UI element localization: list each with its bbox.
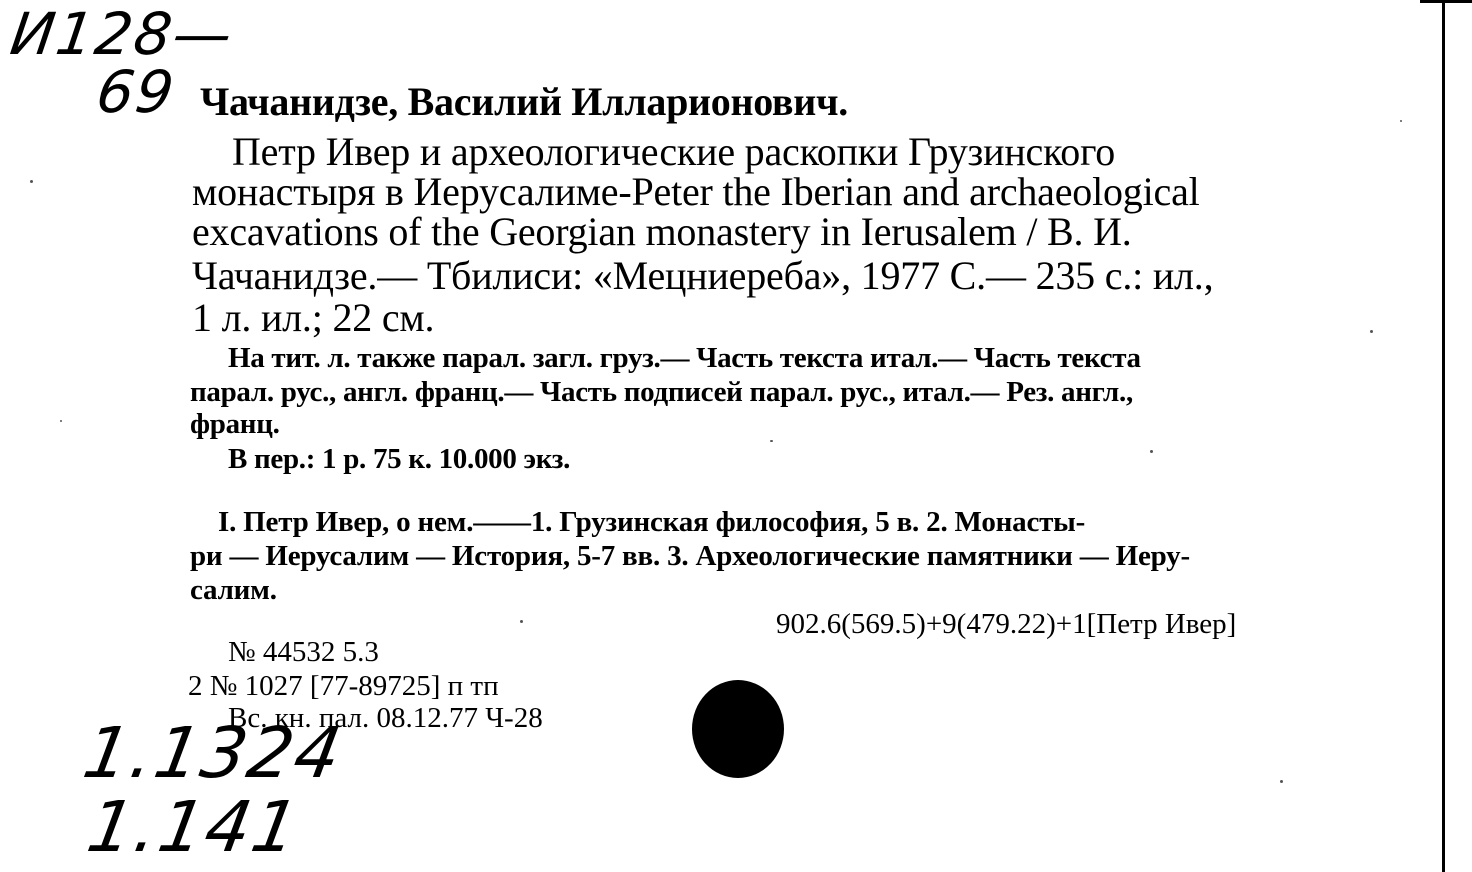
author-heading: Чачанидзе, Василий Илларионович. [200, 79, 848, 124]
subjects-line: салим. [190, 574, 277, 606]
classification-index: 902.6(569.5)+9(479.22)+1[Петр Ивер] [776, 608, 1237, 640]
handwritten-inventory-number: 1.141 [81, 786, 307, 868]
title-line: excavations of the Georgian monastery in Ierusalem / В. И. [192, 209, 1132, 254]
scan-speck [520, 620, 523, 623]
title-line: Петр Ивер и археологические раскопки Грузинского [232, 129, 1116, 174]
card-number-line: № 44532 5.3 [228, 636, 379, 668]
notes-line: франц. [190, 408, 280, 440]
scan-speck [1280, 780, 1283, 783]
subjects-line: I. Петр Ивер, о нем.——1. Грузинская философия, 5 в. 2. Монасты- [218, 506, 1086, 538]
scan-speck [1150, 450, 1153, 453]
card-edge-top-right [1420, 0, 1472, 3]
title-line: Чачанидзе.— Тбилиси: «Мецниереба», 1977 С.— 235 с.: ил., [192, 253, 1214, 298]
handwritten-shelf-bottom: 69 [92, 58, 180, 126]
card-number-line: Вс. кн. пал. 08.12.77 Ч-28 [228, 702, 543, 734]
card-number-line: 2 № 1027 [77-89725] п тп [188, 670, 499, 702]
title-line: монастыря в Иерусалиме-Peter the Iberian and archaeological [192, 169, 1200, 214]
card-edge-right [1442, 0, 1445, 872]
scan-speck [1400, 120, 1402, 122]
price-line: В пер.: 1 р. 75 к. 10.000 экз. [228, 443, 571, 475]
title-line: 1 л. ил.; 22 см. [192, 295, 435, 340]
handwritten-inventory-number: 1.1324 [77, 712, 349, 794]
punch-hole [692, 680, 784, 778]
scan-speck [60, 420, 62, 422]
handwritten-shelf-top: И128— [6, 0, 239, 68]
scan-speck [1370, 330, 1373, 333]
notes-line: парал. рус., англ. франц.— Часть подписей парал. рус., итал.— Рез. англ., [190, 376, 1133, 408]
scan-speck [770, 440, 773, 442]
scan-speck [30, 180, 33, 183]
subjects-line: ри — Иерусалим — История, 5-7 вв. 3. Археологические памятники — Иеру- [190, 540, 1190, 572]
notes-line: На тит. л. также парал. загл. груз.— Часть текста итал.— Часть текста [228, 342, 1141, 374]
